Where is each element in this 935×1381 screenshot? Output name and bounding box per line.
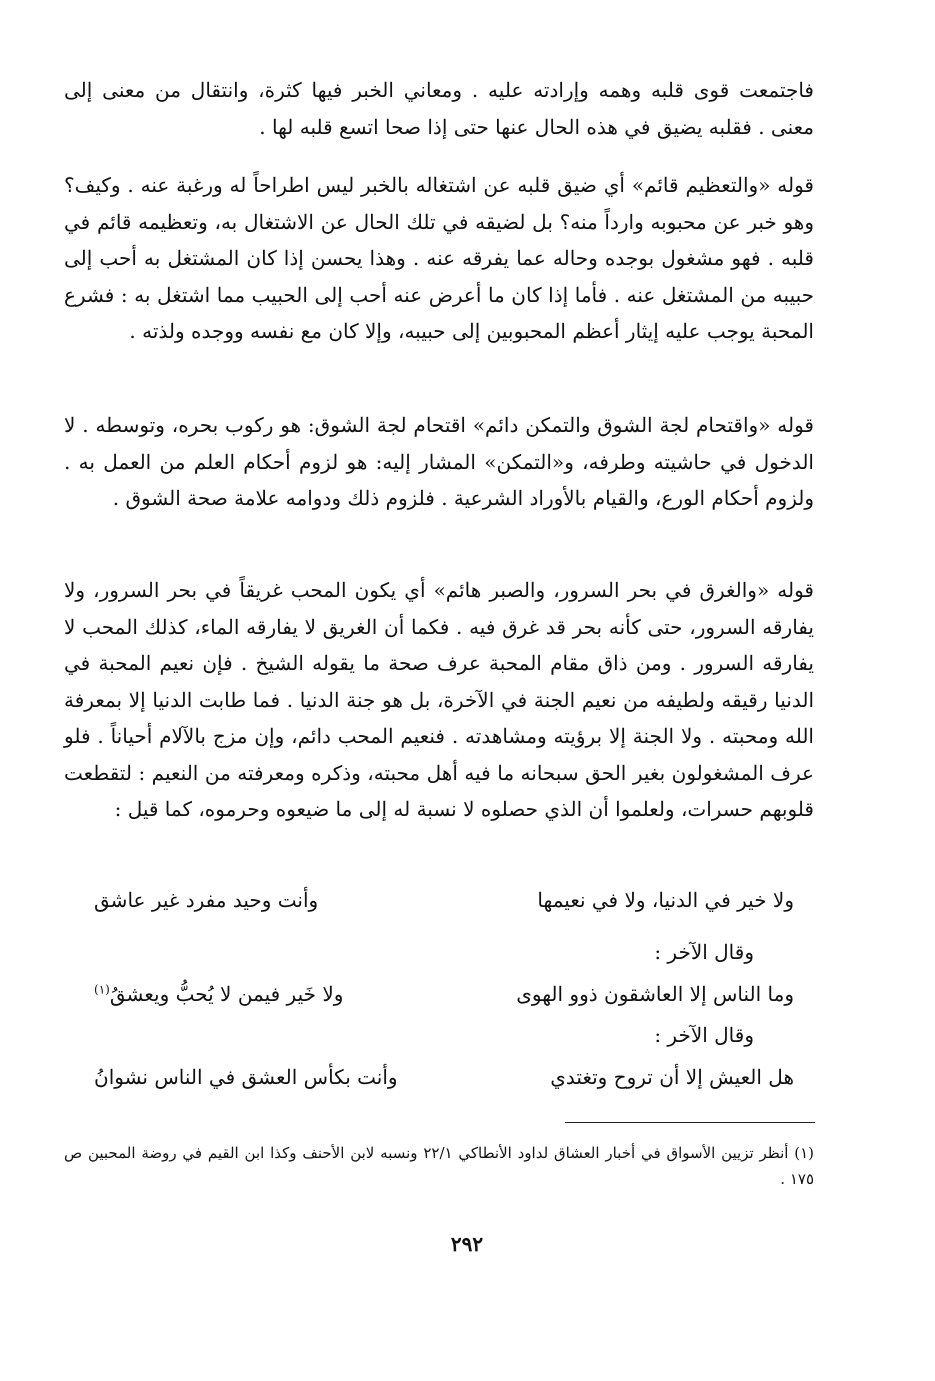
verse-1 (64, 880, 814, 920)
verse-2-second-hemistich-wrapper (94, 974, 343, 1014)
page-number: ٢٩٢ (450, 1232, 484, 1256)
verse-3-intro: وقال الآخر : (654, 1023, 754, 1047)
paragraph-1: فاجتمعت قوى قلبه وهمه وإرادته عليه . ومعاني الخبر فيها كثرة، وانتقال من معنى إلى معنى . فقلبه يضيق في هذه الحال عنها حتى إذا صحا اتسع قلبه لها . (64, 78, 814, 139)
verse-2-first-hemistich: وما الناس إلا العاشقون ذوو الهوى (516, 982, 794, 1006)
footnote-marker: (١) (94, 982, 110, 997)
verse-1-second-hemistich: وأنت وحيد مفرد غير عاشق (94, 888, 319, 912)
verse-2-second-hemistich: ولا خَير فيمن لا يُحبُّ ويعشقُ (109, 982, 344, 1006)
verse-2-intro: وقال الآخر : (654, 940, 754, 964)
verse-2 (64, 974, 814, 1014)
paragraph-2: قوله «والتعظيم قائم» أي ضيق قلبه عن اشتغاله بالخبر ليس اطراحاً له ورغبة عنه . وكيف؟ وهو خبر عن محبوبه وارداً منه؟ بل لضيقه في تلك الحال عن الاشتغال به، وتعظيمه قائم في قلبه . فهو مشغول بوجده وحاله عما يفرقه عنه . وهذا يحسن إذا كان المشتغل به أحب إلى حبيبه من المشتغل عنه . فأما إذا كان ما أعرض عنه أحب إلى الحبيب مما اشتغل به : فشرع المحبة يوجب عليه إيثار أعظم المحبوبين إلى حبيبه، وإلا كان مع نفسه ووجده ولذته . (64, 173, 814, 343)
verse-1-first-hemistich: ولا خير في الدنيا، ولا في نعيمها (537, 888, 794, 912)
verse-3-second-hemistich: وأنت بكأس العشق في الناس نشوانُ (94, 1065, 398, 1089)
footnote: (١) أنظر تزيين الأسواق في أخبار العشاق لداود الأنطاكي ٢٢/١ ونسبه لابن الأحنف وكذا ابن القيم في روضة المحبين ص ١٧٥ . (64, 1144, 814, 1188)
paragraph-4: قوله «والغرق في بحر السرور، والصبر هائم» أي يكون المحب غريقاً في بحر السرور، ولا يفارقه السرور، حتى كأنه بحر قد غرق فيه . فكما أن الغريق لا يفارقه الماء، كذلك المحب لا يفارقه السرور . ومن ذاق مقام المحبة عرف صحة ما يقوله الشيخ . فإن نعيم المحبة في الدنيا رقيقه ولطيفه من نعيم الجنة في الآخرة، بل هو جنة الدنيا . فما طابت الدنيا إلا بمعرفة الله ومحبته . ولا الجنة إلا برؤيته ومشاهدته . فنعيم المحب دائم، وإن مزج بالآلام أحياناً . فلو عرف المشغولون بغير الحق سبحانه ما فيه أهل محبته، وذكره ومعرفته من النعيم : لتقطعت قلوبهم حسرات، ولعلموا أن الذي حصلوه لا نسبة له إلى ما ضيعوه وحرموه، كما قيل : (64, 578, 814, 821)
paragraph-3: قوله «واقتحام لجة الشوق والتمكن دائم» اقتحام لجة الشوق: هو ركوب بحره، وتوسطه . لا الدخول في حاشيته وطرفه، و«التمكن» المشار إليه: هو لزوم أحكام العلم من العمل به . ولزوم أحكام الورع، والقيام بالأوراد الشرعية . فلزوم ذلك ودوامه علامة صحة الشوق . (64, 413, 814, 510)
verse-3 (64, 1057, 814, 1097)
verse-3-first-hemistich: هل العيش إلا أن تروح وتغتدي (550, 1065, 794, 1089)
footnote-divider (565, 1122, 815, 1123)
